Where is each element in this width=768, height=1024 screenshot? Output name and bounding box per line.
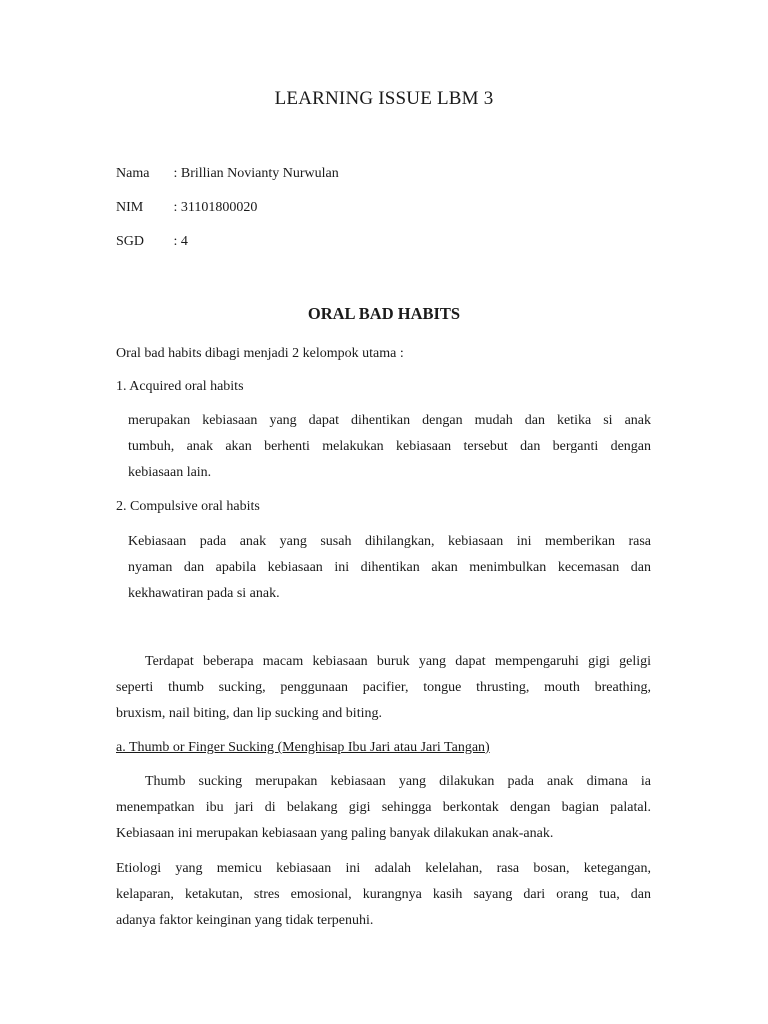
- meta-value: : Brillian Novianty Nurwulan: [173, 166, 339, 181]
- item1-line: tumbuh, anak akan berhenti melakukan kebiasaan tersebut dan berganti dengan: [128, 439, 651, 454]
- para1-line: seperti thumb sucking, penggunaan pacifier, tongue thrusting, mouth breathing,: [116, 680, 651, 695]
- item1-title: 1. Acquired oral habits: [116, 379, 244, 394]
- item1-line: merupakan kebiasaan yang dapat dihentikan dengan mudah dan ketika si anak: [128, 413, 651, 428]
- para3-line: Etiologi yang memicu kebiasaan ini adalah kelelahan, rasa bosan, ketegangan,: [116, 861, 651, 876]
- para2-line: menempatkan ibu jari di belakang gigi sehingga berkontak dengan bagian palatal.: [116, 800, 651, 815]
- item1-line: kebiasaan lain.: [128, 465, 212, 480]
- item2-line: Kebiasaan pada anak yang susah dihilangkan, kebiasaan ini memberikan rasa: [128, 534, 651, 549]
- para2-line: Kebiasaan ini merupakan kebiasaan yang paling banyak dilakukan anak-anak.: [116, 826, 554, 841]
- meta-value: : 4: [173, 234, 188, 249]
- meta-value: : 31101800020: [173, 200, 258, 215]
- meta-row-sgd: [116, 234, 188, 250]
- meta-label: SGD: [116, 234, 145, 249]
- para3-line: kelaparan, ketakutan, stres emosional, kurangnya kasih sayang dari orang tua, dan: [116, 887, 651, 902]
- item2-line: nyaman dan apabila kebiasaan ini dihentikan akan menimbulkan kecemasan dan: [128, 560, 651, 575]
- meta-row-nama: [116, 166, 339, 182]
- item2-line: kekhawatiran pada si anak.: [128, 586, 280, 601]
- meta-label: Nama: [116, 166, 150, 181]
- para1-line: bruxism, nail biting, dan lip sucking and biting.: [116, 706, 382, 721]
- meta-row-nim: [116, 200, 257, 216]
- para3-line: adanya faktor keinginan yang tidak terpenuhi.: [116, 913, 374, 928]
- para1-line: Terdapat beberapa macam kebiasaan buruk yang dapat mempengaruhi gigi geligi: [145, 654, 651, 669]
- meta-label: NIM: [116, 200, 144, 215]
- intro-text: Oral bad habits dibagi menjadi 2 kelompok utama :: [116, 346, 404, 361]
- para2-line: Thumb sucking merupakan kebiasaan yang dilakukan pada anak dimana ia: [145, 774, 651, 789]
- document-title: LEARNING ISSUE LBM 3: [274, 88, 494, 109]
- item2-title: 2. Compulsive oral habits: [116, 499, 260, 514]
- subheading-a: a. Thumb or Finger Sucking (Menghisap Ibu Jari atau Jari Tangan): [116, 740, 490, 755]
- section-heading: ORAL BAD HABITS: [307, 304, 461, 323]
